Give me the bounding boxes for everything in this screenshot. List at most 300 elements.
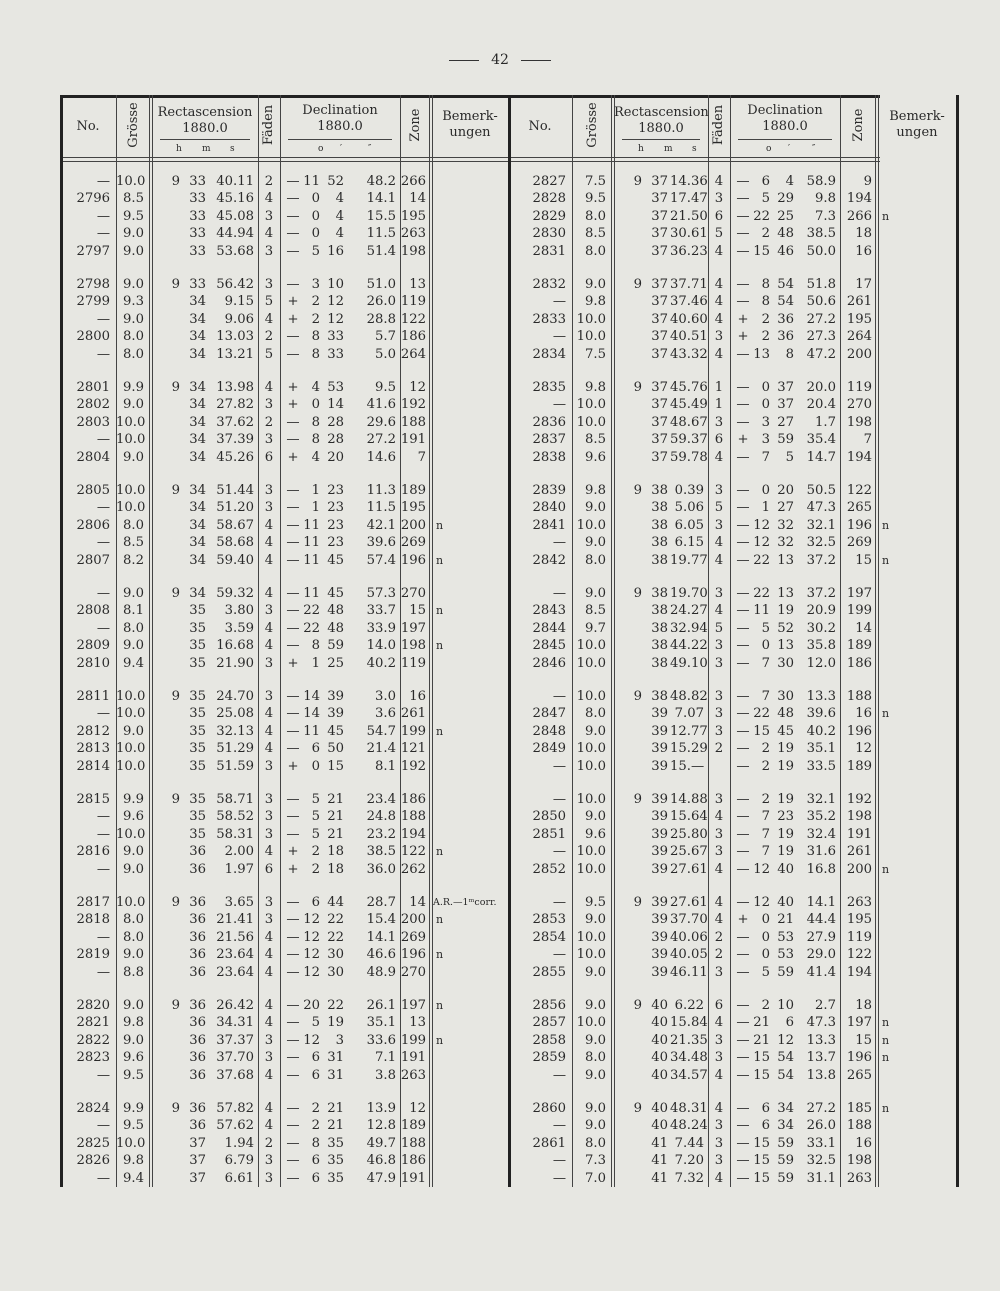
cell-number: 2799 bbox=[76, 294, 110, 310]
cell-faeden: 4 bbox=[264, 620, 274, 636]
cell-dec-sign: + bbox=[737, 329, 749, 345]
cell-zone: 261 bbox=[846, 294, 872, 310]
cell-dec-sign: — bbox=[286, 329, 300, 345]
cell-dec-minutes: 59 bbox=[327, 638, 344, 654]
cell-dec-degrees: 2 bbox=[761, 311, 770, 327]
cell-zone: 16 bbox=[409, 689, 426, 704]
cell-bemerkungen: n bbox=[882, 209, 890, 223]
cell-faeden: 3 bbox=[264, 483, 274, 498]
cell-ra-minutes: 39 bbox=[651, 758, 668, 774]
cell-ra-minutes: 37 bbox=[651, 432, 668, 448]
cell-dec-minutes: 18 bbox=[327, 844, 344, 860]
cell-zone: 198 bbox=[846, 809, 872, 825]
cell-faeden: 2 bbox=[714, 947, 724, 963]
cell-ra-minutes: 40 bbox=[651, 1067, 668, 1083]
cell-number: 2853 bbox=[532, 912, 566, 928]
cell-dec-degrees: 15 bbox=[753, 1050, 770, 1066]
cell-groesse: 9.8 bbox=[123, 1153, 144, 1169]
cell-faeden: 6 bbox=[714, 998, 724, 1013]
cell-number: 2812 bbox=[76, 723, 110, 739]
cell-dec-minutes: 59 bbox=[777, 964, 794, 980]
cell-dec-seconds: 11.3 bbox=[366, 483, 396, 498]
header-ra-unit: s bbox=[692, 144, 697, 154]
cell-ra-minutes: 35 bbox=[189, 792, 206, 807]
cell-dec-degrees: 0 bbox=[761, 483, 770, 498]
cell-ra-minutes: 37 bbox=[651, 277, 668, 292]
cell-dec-seconds: 54.7 bbox=[366, 723, 396, 739]
cell-ra-hours: 9 bbox=[171, 277, 180, 292]
table-row bbox=[60, 225, 508, 243]
cell-zone: 14 bbox=[409, 191, 426, 207]
cell-dec-seconds: 14.1 bbox=[366, 191, 396, 207]
cell-dec-degrees: 2 bbox=[311, 861, 320, 877]
cell-faeden: 1 bbox=[714, 397, 724, 413]
table-row bbox=[60, 808, 508, 826]
cell-zone: 15 bbox=[409, 603, 426, 619]
cell-dec-minutes: 48 bbox=[777, 706, 794, 722]
table-row bbox=[508, 276, 956, 294]
cell-groesse: 9.0 bbox=[585, 277, 606, 292]
cell-zone: 261 bbox=[400, 706, 426, 722]
cell-dec-seconds: 27.2 bbox=[366, 432, 396, 448]
table-row bbox=[508, 534, 956, 552]
cell-number: — bbox=[552, 1118, 566, 1134]
cell-ra-seconds: 7.07 bbox=[674, 706, 704, 722]
cell-dec-seconds: 31.6 bbox=[806, 844, 836, 860]
cell-dec-sign: — bbox=[286, 689, 300, 704]
table-row bbox=[508, 173, 956, 191]
cell-dec-degrees: 11 bbox=[753, 603, 770, 619]
cell-groesse: 9.0 bbox=[123, 1032, 144, 1048]
cell-number: 2797 bbox=[76, 243, 110, 259]
cell-dec-degrees: 7 bbox=[761, 449, 770, 465]
table-row bbox=[508, 688, 956, 706]
cell-dec-seconds: 24.8 bbox=[366, 809, 396, 825]
cell-faeden: 4 bbox=[264, 964, 274, 980]
cell-dec-degrees: 2 bbox=[761, 329, 770, 345]
table-row bbox=[60, 552, 508, 570]
cell-zone: 270 bbox=[846, 397, 872, 413]
cell-ra-minutes: 33 bbox=[189, 277, 206, 292]
table-row bbox=[508, 311, 956, 329]
cell-ra-minutes: 39 bbox=[651, 947, 668, 963]
cell-dec-seconds: 29.6 bbox=[366, 414, 396, 430]
cell-dec-degrees: 5 bbox=[761, 191, 770, 207]
cell-dec-sign: — bbox=[286, 191, 300, 207]
cell-ra-minutes: 34 bbox=[189, 535, 206, 551]
header-declination: Declination bbox=[302, 103, 378, 118]
cell-number: 2815 bbox=[76, 792, 110, 807]
cell-ra-minutes: 36 bbox=[189, 1032, 206, 1048]
cell-number: 2803 bbox=[76, 414, 110, 430]
cell-dec-degrees: 3 bbox=[761, 414, 770, 430]
cell-ra-minutes: 35 bbox=[189, 603, 206, 619]
cell-ra-minutes: 36 bbox=[189, 1101, 206, 1116]
cell-number: 2849 bbox=[532, 741, 566, 757]
cell-faeden: 3 bbox=[264, 243, 274, 259]
cell-dec-minutes: 22 bbox=[327, 929, 344, 945]
cell-dec-sign: — bbox=[736, 1067, 750, 1083]
cell-groesse: 10.0 bbox=[576, 689, 606, 704]
cell-dec-minutes: 13 bbox=[777, 586, 794, 601]
cell-groesse: 8.5 bbox=[123, 191, 144, 207]
cell-dec-sign: — bbox=[286, 826, 300, 842]
cell-dec-seconds: 33.5 bbox=[806, 758, 836, 774]
cell-zone: 262 bbox=[400, 861, 426, 877]
table-row bbox=[508, 243, 956, 261]
cell-groesse: 8.8 bbox=[123, 964, 144, 980]
table-row bbox=[60, 929, 508, 947]
cell-dec-minutes: 23 bbox=[327, 535, 344, 551]
cell-ra-seconds: 19.77 bbox=[670, 552, 708, 568]
cell-dec-sign: — bbox=[736, 483, 750, 498]
cell-dec-minutes: 53 bbox=[777, 929, 794, 945]
table-row bbox=[60, 861, 508, 879]
cell-dec-minutes: 45 bbox=[777, 723, 794, 739]
cell-ra-seconds: 43.32 bbox=[670, 346, 708, 362]
cell-ra-seconds: 34.57 bbox=[670, 1067, 708, 1083]
table-row bbox=[508, 552, 956, 570]
table-row bbox=[60, 517, 508, 535]
cell-dec-seconds: 35.8 bbox=[806, 638, 836, 654]
cell-ra-seconds: 21.50 bbox=[670, 208, 708, 224]
cell-groesse: 7.5 bbox=[585, 346, 606, 362]
cell-dec-seconds: 35.1 bbox=[366, 1015, 396, 1031]
cell-dec-minutes: 53 bbox=[777, 947, 794, 963]
cell-dec-seconds: 50.6 bbox=[806, 294, 836, 310]
cell-zone: 263 bbox=[846, 1170, 872, 1186]
table-row bbox=[60, 1100, 508, 1118]
cell-dec-degrees: 11 bbox=[303, 723, 320, 739]
cell-ra-minutes: 36 bbox=[189, 1050, 206, 1066]
cell-number: — bbox=[552, 1067, 566, 1083]
cell-number: 2821 bbox=[76, 1015, 110, 1031]
cell-dec-degrees: 8 bbox=[311, 414, 320, 430]
cell-faeden: 3 bbox=[714, 1032, 724, 1048]
cell-groesse: 9.4 bbox=[123, 1170, 144, 1186]
cell-dec-seconds: 26.1 bbox=[366, 998, 396, 1013]
header-dec-rule bbox=[288, 139, 392, 140]
cell-faeden: 4 bbox=[264, 1067, 274, 1083]
cell-ra-minutes: 36 bbox=[189, 844, 206, 860]
cell-dec-sign: — bbox=[286, 483, 300, 498]
cell-bemerkungen: n bbox=[882, 1051, 890, 1065]
table-row bbox=[508, 225, 956, 243]
cell-dec-sign: + bbox=[737, 912, 749, 928]
table-row bbox=[60, 758, 508, 776]
cell-dec-minutes: 23 bbox=[327, 500, 344, 516]
cell-dec-minutes: 14 bbox=[327, 397, 344, 413]
cell-ra-seconds: 53.68 bbox=[216, 243, 254, 259]
cell-dec-seconds: 58.9 bbox=[806, 174, 836, 189]
cell-groesse: 9.0 bbox=[585, 723, 606, 739]
cell-faeden: 3 bbox=[714, 517, 724, 533]
cell-dec-minutes: 30 bbox=[327, 947, 344, 963]
cell-dec-minutes: 4 bbox=[335, 226, 344, 242]
cell-dec-degrees: 0 bbox=[761, 397, 770, 413]
page-number bbox=[0, 52, 1000, 68]
cell-groesse: 8.0 bbox=[123, 620, 144, 636]
cell-ra-minutes: 36 bbox=[189, 929, 206, 945]
cell-faeden: 4 bbox=[714, 294, 724, 310]
cell-number: 2796 bbox=[76, 191, 110, 207]
cell-dec-minutes: 21 bbox=[327, 792, 344, 807]
cell-dec-seconds: 35.1 bbox=[806, 741, 836, 757]
cell-groesse: 10.0 bbox=[576, 329, 606, 345]
cell-zone: 269 bbox=[846, 535, 872, 551]
table-row bbox=[60, 637, 508, 655]
cell-dec-minutes: 35 bbox=[327, 1153, 344, 1169]
table-row bbox=[60, 346, 508, 364]
cell-zone: 196 bbox=[846, 517, 872, 533]
cell-dec-sign: — bbox=[286, 1050, 300, 1066]
cell-zone: 200 bbox=[400, 912, 426, 928]
cell-number: 2816 bbox=[76, 844, 110, 860]
cell-dec-degrees: 3 bbox=[761, 432, 770, 448]
cell-ra-seconds: 58.52 bbox=[216, 809, 254, 825]
header-faeden: Fäden bbox=[261, 104, 276, 146]
cell-dec-sign: — bbox=[286, 1153, 300, 1169]
cell-faeden: 4 bbox=[264, 741, 274, 757]
cell-dec-minutes: 36 bbox=[777, 311, 794, 327]
cell-ra-seconds: 37.39 bbox=[216, 432, 254, 448]
cell-zone: 198 bbox=[846, 414, 872, 430]
cell-faeden: 4 bbox=[264, 947, 274, 963]
cell-number: — bbox=[96, 174, 110, 189]
cell-dec-minutes: 45 bbox=[327, 552, 344, 568]
cell-zone: 191 bbox=[846, 826, 872, 842]
cell-zone: 16 bbox=[855, 706, 872, 722]
cell-dec-seconds: 32.1 bbox=[806, 792, 836, 807]
cell-ra-seconds: 32.94 bbox=[670, 620, 708, 636]
cell-dec-degrees: 15 bbox=[753, 1170, 770, 1186]
cell-zone: 195 bbox=[846, 311, 872, 327]
cell-dec-minutes: 39 bbox=[327, 706, 344, 722]
cell-ra-hours: 9 bbox=[171, 895, 180, 910]
cell-dec-sign: — bbox=[286, 552, 300, 568]
header-ra-unit: h bbox=[176, 144, 182, 154]
cell-bemerkungen: n bbox=[882, 1102, 890, 1115]
cell-dec-sign: + bbox=[287, 844, 299, 860]
table-row bbox=[60, 293, 508, 311]
cell-zone: 266 bbox=[400, 174, 426, 189]
cell-dec-minutes: 20 bbox=[327, 449, 344, 465]
cell-ra-seconds: 5.06 bbox=[674, 500, 704, 516]
cell-ra-minutes: 40 bbox=[651, 1032, 668, 1048]
table-row bbox=[508, 449, 956, 467]
cell-groesse: 9.0 bbox=[585, 535, 606, 551]
cell-faeden: 4 bbox=[714, 243, 724, 259]
cell-ra-seconds: 25.08 bbox=[216, 706, 254, 722]
cell-dec-sign: — bbox=[736, 174, 750, 189]
cell-ra-minutes: 35 bbox=[189, 689, 206, 704]
cell-dec-degrees: 12 bbox=[303, 929, 320, 945]
cell-ra-minutes: 34 bbox=[189, 552, 206, 568]
cell-groesse: 10.0 bbox=[576, 655, 606, 671]
cell-ra-minutes: 40 bbox=[651, 998, 668, 1013]
cell-dec-minutes: 5 bbox=[785, 449, 794, 465]
cell-dec-degrees: 15 bbox=[753, 723, 770, 739]
cell-faeden: 4 bbox=[714, 552, 724, 568]
cell-ra-minutes: 40 bbox=[651, 1118, 668, 1134]
cell-ra-minutes: 39 bbox=[651, 723, 668, 739]
cell-ra-minutes: 39 bbox=[651, 912, 668, 928]
cell-dec-sign: — bbox=[736, 1015, 750, 1031]
cell-dec-seconds: 13.7 bbox=[806, 1050, 836, 1066]
cell-ra-minutes: 39 bbox=[651, 844, 668, 860]
cell-ra-seconds: 36.23 bbox=[670, 243, 708, 259]
cell-dec-sign: — bbox=[286, 517, 300, 533]
cell-ra-seconds: 40.06 bbox=[670, 929, 708, 945]
cell-dec-seconds: 31.1 bbox=[806, 1170, 836, 1186]
cell-faeden: 4 bbox=[264, 1101, 274, 1116]
cell-dec-sign: — bbox=[286, 912, 300, 928]
cell-dec-degrees: 0 bbox=[311, 226, 320, 242]
cell-bemerkungen: n bbox=[436, 999, 444, 1012]
cell-dec-seconds: 51.4 bbox=[366, 243, 396, 259]
cell-dec-degrees: 5 bbox=[761, 620, 770, 636]
cell-ra-minutes: 39 bbox=[651, 895, 668, 910]
header-ra-unit: m bbox=[664, 144, 673, 154]
cell-ra-seconds: 1.94 bbox=[224, 1135, 254, 1151]
cell-ra-minutes: 38 bbox=[651, 655, 668, 671]
cell-dec-minutes: 22 bbox=[327, 912, 344, 928]
table-row bbox=[60, 173, 508, 191]
cell-zone: 16 bbox=[855, 243, 872, 259]
cell-ra-minutes: 38 bbox=[651, 620, 668, 636]
table-row bbox=[508, 843, 956, 861]
cell-ra-minutes: 38 bbox=[651, 689, 668, 704]
cell-zone: 261 bbox=[846, 844, 872, 860]
cell-ra-minutes: 41 bbox=[651, 1170, 668, 1186]
cell-number: 2846 bbox=[532, 655, 566, 671]
cell-dec-seconds: 29.0 bbox=[806, 947, 836, 963]
cell-ra-seconds: 15.— bbox=[670, 758, 705, 774]
cell-ra-minutes: 38 bbox=[651, 500, 668, 516]
cell-dec-minutes: 6 bbox=[785, 1015, 794, 1031]
cell-number: 2835 bbox=[532, 380, 566, 395]
cell-ra-seconds: 37.37 bbox=[216, 1032, 254, 1048]
cell-groesse: 9.0 bbox=[585, 964, 606, 980]
cell-dec-seconds: 33.1 bbox=[806, 1135, 836, 1151]
cell-dec-minutes: 45 bbox=[327, 723, 344, 739]
cell-dec-minutes: 13 bbox=[777, 552, 794, 568]
cell-zone: 269 bbox=[400, 535, 426, 551]
cell-dec-degrees: 5 bbox=[311, 243, 320, 259]
cell-dec-seconds: 3.6 bbox=[375, 706, 396, 722]
cell-ra-minutes: 35 bbox=[189, 809, 206, 825]
cell-dec-degrees: 22 bbox=[753, 208, 770, 224]
cell-dec-degrees: 2 bbox=[761, 792, 770, 807]
cell-ra-minutes: 35 bbox=[189, 655, 206, 671]
cell-faeden: 6 bbox=[714, 432, 724, 448]
cell-dec-degrees: 15 bbox=[753, 1067, 770, 1083]
cell-faeden: 3 bbox=[714, 1050, 724, 1066]
cell-dec-seconds: 20.0 bbox=[806, 380, 836, 395]
cell-dec-sign: — bbox=[736, 861, 750, 877]
cell-number: 2827 bbox=[532, 174, 566, 189]
cell-dec-degrees: 12 bbox=[303, 947, 320, 963]
cell-ra-seconds: 3.65 bbox=[224, 895, 254, 910]
cell-ra-seconds: 23.64 bbox=[216, 964, 254, 980]
cell-groesse: 9.0 bbox=[585, 1101, 606, 1116]
table-row bbox=[508, 1032, 956, 1050]
cell-zone: 196 bbox=[846, 1050, 872, 1066]
table-row bbox=[508, 396, 956, 414]
cell-ra-seconds: 13.21 bbox=[216, 346, 254, 362]
cell-dec-minutes: 23 bbox=[327, 483, 344, 498]
cell-groesse: 8.0 bbox=[585, 552, 606, 568]
cell-ra-seconds: 58.31 bbox=[216, 826, 254, 842]
cell-dec-degrees: 14 bbox=[303, 706, 320, 722]
cell-groesse: 9.0 bbox=[123, 311, 144, 327]
cell-faeden: 4 bbox=[714, 1067, 724, 1083]
cell-ra-seconds: 6.79 bbox=[224, 1153, 254, 1169]
cell-faeden: 4 bbox=[714, 311, 724, 327]
cell-ra-hours: 9 bbox=[633, 1101, 642, 1116]
table-row bbox=[60, 276, 508, 294]
cell-zone: 191 bbox=[400, 432, 426, 448]
cell-dec-minutes: 54 bbox=[777, 277, 794, 292]
cell-groesse: 8.0 bbox=[585, 208, 606, 224]
cell-dec-minutes: 50 bbox=[327, 741, 344, 757]
cell-dec-degrees: 11 bbox=[303, 552, 320, 568]
table-row bbox=[60, 499, 508, 517]
cell-number: 2860 bbox=[532, 1101, 566, 1116]
cell-number: — bbox=[96, 346, 110, 362]
cell-dec-minutes: 36 bbox=[777, 329, 794, 345]
cell-ra-minutes: 37 bbox=[651, 226, 668, 242]
cell-number: 2826 bbox=[76, 1153, 110, 1169]
cell-dec-sign: — bbox=[286, 1135, 300, 1151]
cell-zone: 14 bbox=[409, 895, 426, 910]
cell-dec-degrees: 6 bbox=[311, 895, 320, 910]
cell-ra-minutes: 34 bbox=[189, 449, 206, 465]
cell-zone: 9 bbox=[863, 174, 872, 189]
cell-dec-seconds: 28.7 bbox=[366, 895, 396, 910]
cell-ra-minutes: 33 bbox=[189, 243, 206, 259]
cell-faeden: 2 bbox=[264, 329, 274, 345]
cell-ra-minutes: 37 bbox=[651, 208, 668, 224]
cell-dec-degrees: 0 bbox=[311, 758, 320, 774]
cell-dec-degrees: 12 bbox=[753, 517, 770, 533]
cell-dec-seconds: 32.4 bbox=[806, 826, 836, 842]
cell-dec-seconds: 13.8 bbox=[806, 1067, 836, 1083]
cell-dec-sign: — bbox=[736, 226, 750, 242]
cell-dec-sign: — bbox=[736, 964, 750, 980]
cell-faeden: 4 bbox=[714, 1170, 724, 1186]
cell-dec-degrees: 8 bbox=[311, 638, 320, 654]
cell-faeden: 4 bbox=[264, 226, 274, 242]
cell-ra-minutes: 34 bbox=[189, 397, 206, 413]
cell-ra-minutes: 37 bbox=[651, 243, 668, 259]
cell-dec-minutes: 52 bbox=[327, 174, 344, 189]
cell-faeden: 6 bbox=[264, 861, 274, 877]
cell-dec-seconds: 46.6 bbox=[366, 947, 396, 963]
cell-dec-minutes: 52 bbox=[777, 620, 794, 636]
cell-dec-degrees: 6 bbox=[311, 1067, 320, 1083]
cell-ra-seconds: 34.31 bbox=[216, 1015, 254, 1031]
cell-number: — bbox=[552, 895, 566, 910]
cell-faeden: 3 bbox=[264, 500, 274, 516]
cell-dec-minutes: 4 bbox=[335, 191, 344, 207]
cell-dec-seconds: 40.2 bbox=[806, 723, 836, 739]
cell-dec-sign: — bbox=[286, 809, 300, 825]
header-ra-epoch: 1880.0 bbox=[638, 121, 684, 136]
cell-faeden: 4 bbox=[714, 603, 724, 619]
cell-dec-degrees: 8 bbox=[311, 329, 320, 345]
table-row bbox=[60, 396, 508, 414]
